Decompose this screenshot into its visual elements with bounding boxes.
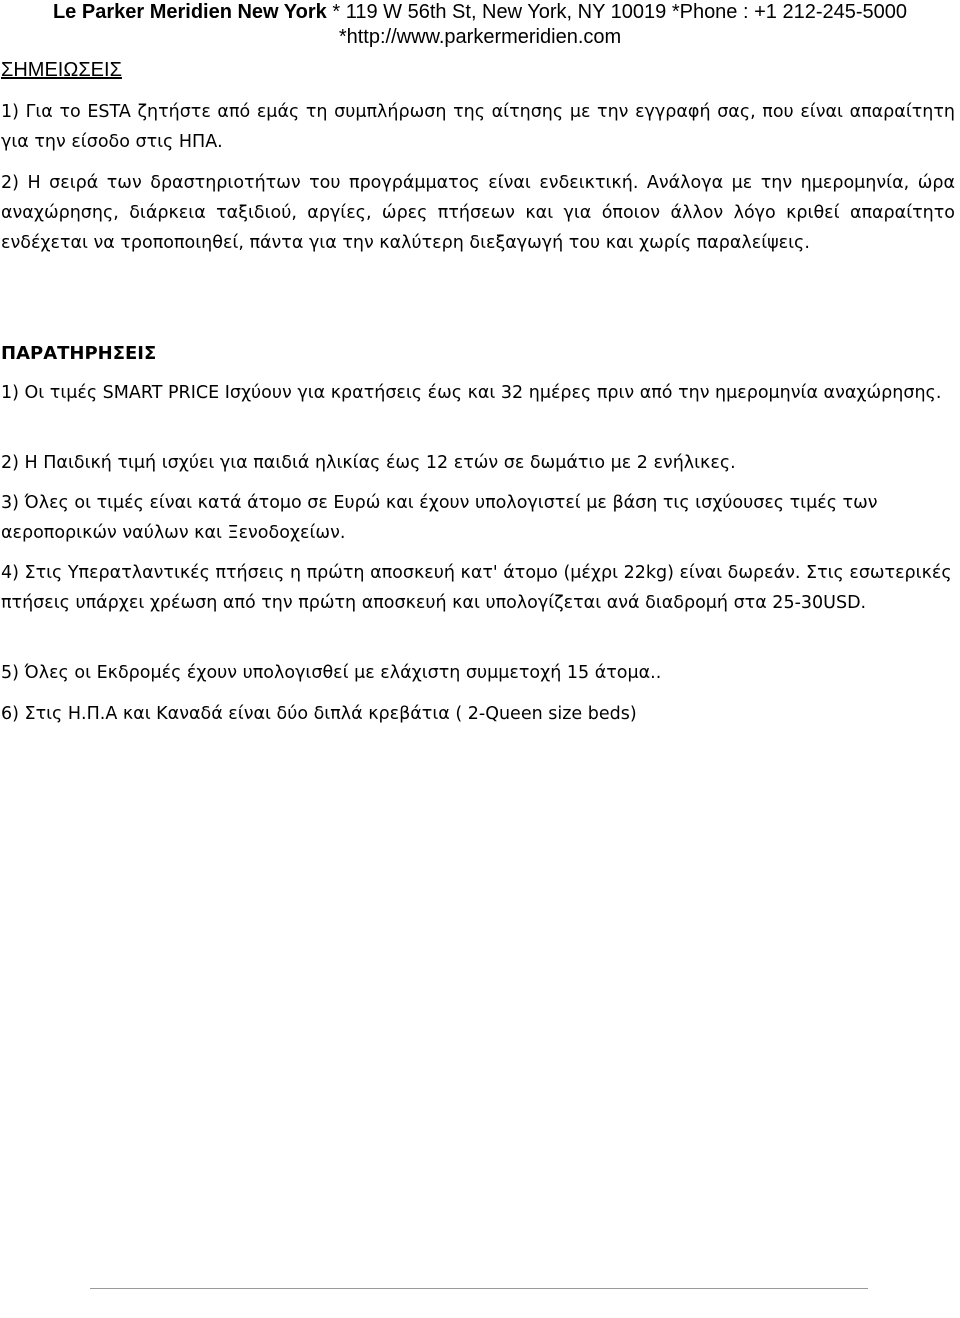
remark-item-prices-per-person: 3) Όλες οι τιμές είναι κατά άτομο σε Ευρώ και έχουν υπολογιστεί με βάση τις ισχύουσες τιμές των αεροπορικών ναύλων και Ξενοδοχείων. [1, 493, 878, 543]
footer-divider [90, 1288, 868, 1289]
hotel-name: Le Parker Meridien New York [52, 1, 327, 23]
remark-item-baggage: 4) Στις Υπερατλαντικές πτήσεις η πρώτη αποσκευή κατ' άτομο (μέχρι 22kg) είναι δωρεάν. Στις εσωτερικές πτήσεις υπάρχει χρέωση από την πρώτη αποσκευή και υπολογίζεται ανά διαδρομή στα 25-30USD. [1, 563, 952, 613]
remarks-heading: ΠΑΡΑΤΗΡΗΣΕΙΣ [1, 343, 157, 364]
notes-heading: ΣΗΜΕΙΩΣΕΙΣ [1, 59, 122, 81]
hotel-website: *http://www.parkermeridien.com [338, 26, 622, 48]
hotel-details: * 119 W 56th St, New York, NY 10019 *Phone : +1 212-245-5000 [326, 1, 908, 23]
hotel-header-line [8, 0, 952, 25]
note-item-esta: 1) Για το ESTA ζητήστε από εμάς τη συμπλήρωση της αίτησης με την εγγραφή σας, που είναι απαραίτητη για την είσοδο στις ΗΠΑ. [1, 102, 955, 152]
note-item-itinerary: 2) Η σειρά των δραστηριοτήτων του προγράμματος είναι ενδεικτική. Ανάλογα με την ημερομηνία, ώρα αναχώρησης, διάρκεια ταξιδιού, αργίες, ώρες πτήσεων και για όποιον άλλον λόγο κριθεί απαραίτητο ενδέχεται να τροποποιηθεί, πάντα για την καλύτερη διεξαγωγή του και χωρίς παραλείψεις. [1, 173, 955, 253]
remark-item-smart-price: 1) Οι τιμές SMART PRICE Ισχύουν για κρατήσεις έως και 32 ημέρες πριν από την ημερομηνία αναχώρησης. [1, 383, 942, 403]
remark-item-beds: 6) Στις Η.Π.Α και Καναδά είναι δύο διπλά κρεβάτια ( 2-Queen size beds) [1, 704, 637, 724]
remark-item-child-price: 2) Η Παιδική τιμή ισχύει για παιδιά ηλικίας έως 12 ετών σε δωμάτιο με 2 ενήλικες. [1, 453, 736, 473]
remark-item-excursions: 5) Όλες οι Εκδρομές έχουν υπολογισθεί με ελάχιστη συμμετοχή 15 άτομα.. [1, 663, 662, 683]
